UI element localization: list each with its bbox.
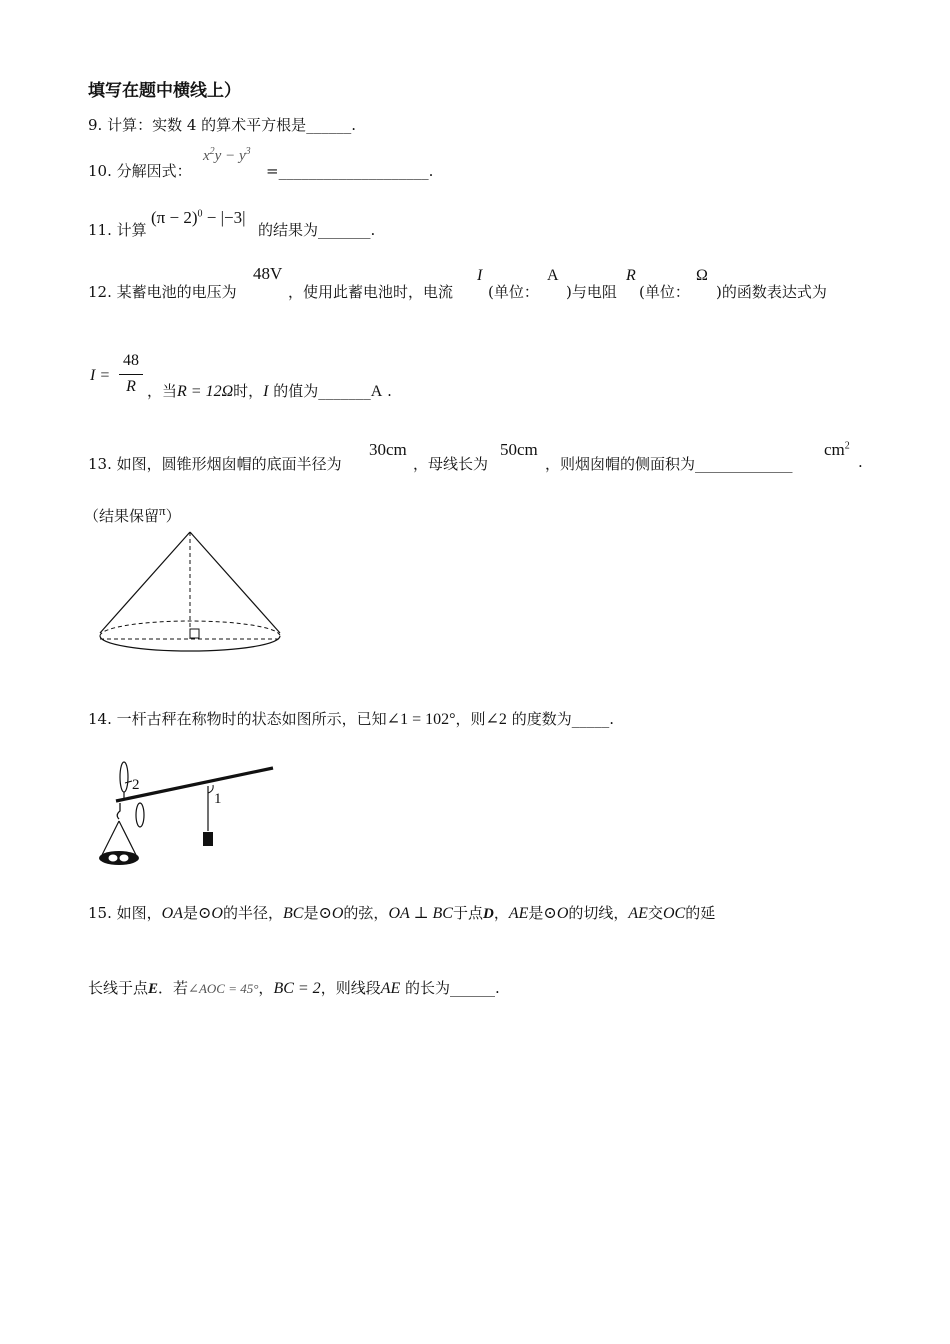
expr-y-exponent: 3 — [245, 146, 251, 157]
question-text: ，则线段 — [320, 979, 381, 997]
answer-blank: _____ — [571, 710, 610, 728]
pan-weight-right — [120, 855, 129, 862]
expr-exponent: 0 — [197, 208, 203, 220]
question-number: 14. — [88, 710, 112, 728]
angle-2-arc — [125, 781, 132, 783]
question-text: 的度数为 — [511, 710, 572, 728]
formula-numerator: 48 — [123, 352, 139, 369]
question-text: 的长为 — [405, 979, 451, 997]
period: . — [495, 979, 500, 997]
cone-right-edge — [190, 532, 280, 633]
angle-2: ∠2 — [485, 711, 507, 728]
unit-exponent: 2 — [844, 440, 850, 452]
question-12-line2 — [147, 380, 392, 401]
question-number: 9. — [88, 116, 103, 134]
angle-1-arc — [208, 785, 213, 793]
area-unit — [824, 440, 850, 460]
question-text: 交 — [647, 904, 663, 922]
question-text: 是 — [303, 904, 319, 922]
unit-ohm: Ω — [696, 267, 708, 284]
variable-i: I — [263, 383, 269, 400]
segment-bc: BC — [282, 905, 304, 922]
counterweight — [203, 832, 213, 846]
note-suffix: ） — [165, 507, 181, 525]
period: . — [387, 382, 392, 400]
pi-symbol: π — [159, 503, 166, 518]
answer-blank: _______ — [318, 221, 371, 239]
period: . — [858, 453, 863, 471]
question-text: 的值为 — [273, 382, 319, 400]
answer-blank: ______ — [306, 116, 352, 134]
circle-o: ⊙O — [543, 905, 569, 922]
period: . — [351, 116, 356, 134]
segment-ae: AE — [628, 905, 648, 922]
cone-left-edge — [100, 532, 190, 633]
angle-label-1: 1 — [214, 791, 222, 807]
question-13-note — [84, 503, 181, 526]
question-text: 长线于点 — [88, 979, 149, 997]
answer-blank: ______ — [450, 979, 496, 997]
question-12-part2: ，使用此蓄电池时，电流 — [288, 283, 454, 301]
given-angle: ∠1 = 102° — [386, 711, 456, 728]
question-text: 是 — [528, 904, 544, 922]
period: . — [609, 710, 614, 728]
question-10-answer — [266, 162, 433, 180]
question-12 — [88, 281, 237, 302]
segment-ae: AE — [380, 980, 401, 997]
expr-mid: y − y — [214, 148, 246, 164]
bc-equation: BC = 2 — [273, 980, 321, 997]
question-12-part6: )的函数表达式为 — [716, 283, 827, 301]
question-number: 15. — [88, 904, 112, 922]
answer-blank: _____________ — [695, 455, 793, 473]
answer-blank: ____________________ — [278, 162, 429, 180]
expr-x: x — [203, 148, 210, 164]
question-text: ，则 — [455, 710, 486, 728]
segment-oc: OC — [662, 905, 686, 922]
right-angle-mark — [190, 629, 199, 638]
point-e: E — [148, 981, 159, 997]
question-13-part3 — [545, 453, 793, 474]
question-12-part3: (单位： — [488, 283, 539, 301]
scale-beam — [116, 768, 273, 801]
question-10 — [88, 160, 192, 181]
steelyard-figure — [96, 755, 278, 867]
fraction-bar — [119, 374, 143, 375]
question-text: 的半径， — [222, 904, 283, 922]
question-text: 于点 — [452, 904, 483, 922]
voltage-value: 48V — [253, 264, 283, 283]
question-text: ， — [493, 904, 509, 922]
question-12-part4: )与电阻 — [566, 283, 617, 301]
question-text: ．若 — [158, 979, 189, 997]
question-text: 时， — [233, 382, 264, 400]
question-text: 如图， — [116, 904, 162, 922]
unit-cm: cm — [824, 440, 845, 459]
question-9 — [88, 114, 356, 135]
answer-blank: _______ — [318, 382, 371, 400]
question-11 — [88, 219, 147, 240]
pan-weight-left — [109, 855, 118, 862]
unit-ampere: A — [547, 267, 559, 284]
equals-sign: = — [266, 162, 279, 180]
cone-figure — [96, 528, 286, 663]
segment-oa: OA — [161, 905, 183, 922]
expr-paren: (π − 2) — [151, 208, 198, 227]
question-text: ，当 — [147, 382, 178, 400]
question-text: 的结果为 — [258, 221, 319, 239]
segment-ae: AE — [508, 905, 529, 922]
question-text: 分解因式： — [116, 162, 192, 180]
pan-hook — [117, 803, 120, 819]
question-text: 如图，圆锥形烟囱帽的底面半径为 — [116, 455, 342, 473]
question-text: ，则烟囱帽的侧面积为 — [545, 455, 696, 473]
condition-r: R = 12Ω — [177, 383, 234, 400]
expr-x-exponent: 2 — [209, 146, 215, 157]
section-heading: 填写在题中横线上） — [88, 81, 241, 101]
question-13-part2: ，母线长为 — [413, 455, 489, 473]
pan-string-left — [102, 821, 119, 855]
question-13 — [88, 453, 342, 474]
question-text: 某蓄电池的电压为 — [116, 283, 237, 301]
question-text: 计算 — [116, 221, 147, 239]
question-14 — [88, 708, 614, 729]
unit-ampere: A — [370, 383, 383, 400]
variable-r: R — [626, 267, 636, 284]
variable-i: I — [477, 267, 483, 284]
angle-aoc: ∠AOC = 45° — [188, 981, 259, 996]
question-text: 一杆古秤在称物时的状态如图所示，已知 — [116, 710, 387, 728]
question-text: 是 — [182, 904, 198, 922]
circle-o: ⊙O — [318, 905, 344, 922]
circle-o: ⊙O — [198, 905, 223, 922]
period: . — [428, 162, 434, 180]
question-text: 的切线， — [568, 904, 629, 922]
formula-lhs: I = — [90, 367, 111, 384]
slant-value: 50cm — [500, 440, 538, 459]
angle-label-2: 2 — [132, 777, 140, 793]
point-d: D — [482, 906, 494, 922]
question-text: ， — [258, 979, 274, 997]
question-text: 计算：实数 4 的算术平方根是 — [107, 116, 307, 134]
question-15-line2 — [88, 977, 500, 998]
question-number: 12. — [88, 283, 112, 301]
period: . — [370, 221, 376, 239]
expr-abs: − |−3| — [202, 208, 246, 227]
upper-hook-loop — [120, 762, 128, 792]
question-number: 13. — [88, 455, 112, 473]
question-text: 的延 — [685, 904, 716, 922]
question-15 — [88, 902, 715, 923]
calc-expression — [151, 208, 245, 228]
lower-hook-loop — [136, 803, 144, 827]
pan-string-right — [119, 821, 136, 855]
scale-pan — [99, 851, 139, 865]
question-12-part5: (单位： — [639, 283, 690, 301]
note-prefix: （结果保留 — [84, 507, 160, 525]
question-number: 10. — [88, 162, 112, 180]
question-11-answer — [258, 219, 375, 240]
perpendicular-relation: OA ⊥ BC — [388, 905, 453, 922]
radius-value: 30cm — [369, 440, 407, 459]
factor-expression — [203, 146, 251, 165]
question-number: 11. — [88, 221, 112, 239]
question-text: 的弦， — [343, 904, 389, 922]
formula-denominator: R — [126, 378, 136, 395]
